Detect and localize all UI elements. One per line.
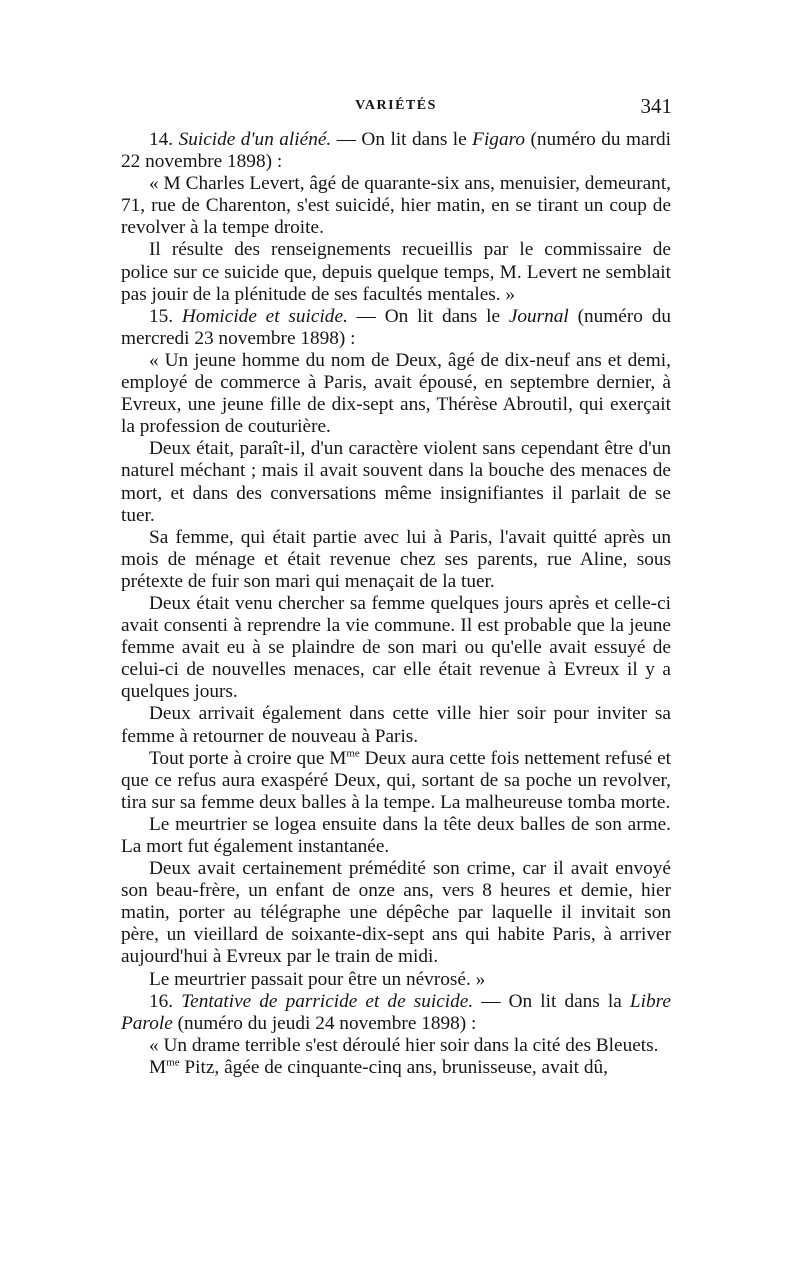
paragraph-text: Pitz, âgée de cinquante-cinq ans, brunisseuse, avait dû,: [179, 1056, 608, 1078]
entry-intro: — On lit dans la: [473, 990, 630, 1012]
entry-heading: [121, 306, 671, 350]
paragraph: « M Charles Levert, âgé de quarante-six ans, menuisier, demeurant, 71, rue de Charenton, s'est suicidé, hier matin, en se tirant un coup de revolver à la tempe droite.: [121, 173, 671, 239]
paragraph-text: Tout porte à croire que M: [149, 747, 347, 769]
entry-number: 14.: [149, 129, 174, 150]
entry-number: 16.: [149, 990, 174, 1012]
paragraph: « Un drame terrible s'est déroulé hier soir dans la cité des Bleuets.: [149, 1034, 659, 1056]
entry-heading: [121, 991, 671, 1035]
running-title: VARIÉTÉS: [355, 98, 437, 113]
entry-intro: — On lit dans le: [347, 305, 509, 327]
entry-intro-end: (numéro du mardi 22 novembre 1898) :: [121, 129, 671, 173]
page-number: 341: [640, 94, 672, 118]
paragraph: [121, 1057, 671, 1079]
entry-number: 15.: [149, 305, 174, 327]
abbreviation-superscript: me: [346, 747, 360, 760]
entry-intro-end: (numéro du jeudi 24 novembre 1898) :: [172, 1012, 477, 1034]
paragraph: Il résulte des renseignements recueillis par le commissaire de police sur ce suicide que, depuis quelque temps, M. Levert ne semblait pas jouir de la plénitude de ses facultés mentales. »: [121, 239, 671, 305]
entry-title: Homicide et suicide.: [181, 305, 348, 327]
paragraph: Deux était venu chercher sa femme quelques jours après et celle-ci avait consenti à reprendre la vie commune. Il est probable que la jeune femme avait eu à se plaindre de son mari ou qu'elle avait essuyé de celui-ci de nouvelles menaces, car elle était revenue à Evreux il y a quelques jours.: [121, 592, 671, 703]
entry-heading: [121, 129, 671, 173]
entry-title: Tentative de parricide et de suicide.: [181, 990, 474, 1012]
entry-title: Suicide d'un aliéné.: [178, 129, 332, 150]
paragraph: Sa femme, qui était partie avec lui à Paris, l'avait quitté après un mois de ménage et était revenue chez ses parents, rue Aline, sous prétexte de fuir son mari qui menaçait de la tuer.: [121, 526, 671, 592]
paragraph-text: Deux aura cette fois nettement refusé et que ce refus aura exaspéré Deux, qui, sortant de sa poche un revolver, tira sur sa femme deux balles à la tempe. La malheureuse tomba morte.: [121, 747, 671, 813]
paragraph-text: M: [149, 1056, 167, 1078]
entry-intro: — On lit dans le: [331, 129, 473, 150]
entry-source: Journal: [508, 305, 569, 327]
paragraph: Deux arrivait également dans cette ville hier soir pour inviter sa femme à retourner de nouveau à Paris.: [121, 703, 671, 747]
entry-source: Libre Parole: [121, 990, 671, 1034]
paragraph: [121, 748, 671, 814]
entry-source: Figaro: [472, 129, 526, 150]
page-header: [120, 94, 672, 122]
abbreviation-superscript: me: [166, 1056, 180, 1069]
paragraph: « Un jeune homme du nom de Deux, âgé de dix-neuf ans et demi, employé de commerce à Paris, avait épousé, en septembre dernier, à Evreux, une jeune fille de dix-sept ans, Thérèse Abroutil, qui exerçait la profession de couturière.: [121, 349, 671, 438]
entry-intro-end: (numéro du mercredi 23 novembre 1898) :: [121, 305, 671, 349]
paragraph: Deux avait certainement prémédité son crime, car il avait envoyé son beau-frère, un enfant de onze ans, vers 8 heures et demie, hier matin, porter au télégraphe une dépêche par laquelle il invitait son père, un vieillard de soixante-dix-sept ans qui habite Paris, à arriver aujourd'hui à Evreux par le train de midi.: [121, 858, 671, 968]
paragraph: Le meurtrier se logea ensuite dans la tête deux balles de son arme. La mort fut également instantanée.: [121, 813, 671, 857]
paragraph: Deux était, paraît-il, d'un caractère violent sans cependant être d'un naturel méchant ; mais il avait souvent dans la bouche des menaces de mort, et dans des conversations même insignifiantes il parlait de se tuer.: [121, 438, 671, 526]
body-text: [121, 129, 671, 1079]
paragraph: Le meurtrier passait pour être un névrosé. »: [149, 968, 486, 990]
